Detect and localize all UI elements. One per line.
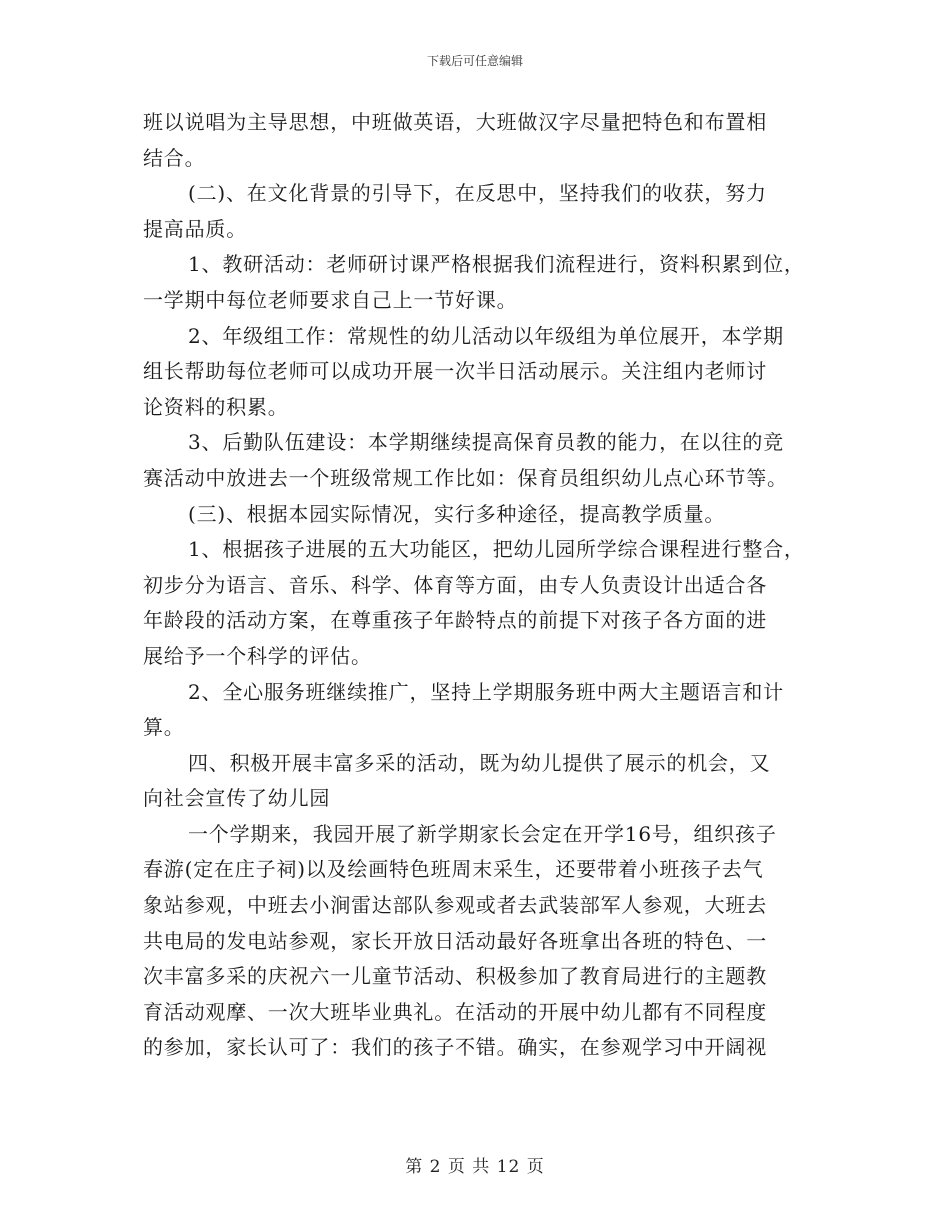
text-line: 的参加，家长认可了：我们的孩子不错。确实，在参观学习中开阔视 xyxy=(143,1035,767,1060)
text-line: (二)、在文化背景的引导下，在反思中，坚持我们的收获，努力 xyxy=(188,181,767,206)
text-line: 一个学期来，我园开展了新学期家长会定在开学16号，组织孩子 xyxy=(188,821,777,846)
text-line: 一学期中每位老师要求自己上一节好课。 xyxy=(143,287,518,312)
text-line: 组长帮助每位老师可以成功开展一次半日活动展示。关注组内老师讨 xyxy=(143,359,767,384)
text-line: 春游(定在庄子祠)以及绘画特色班周末采生，还要带着小班孩子去气 xyxy=(143,857,764,882)
text-line: 向社会宣传了幼儿园 xyxy=(143,786,331,811)
text-line: 展给予一个科学的评估。 xyxy=(143,643,372,668)
text-line: 次丰富多采的庆祝六一儿童节活动、积极参加了教育局进行的主题教 xyxy=(143,964,767,989)
document-body xyxy=(143,105,833,1066)
text-line: 赛活动中放进去一个班级常规工作比如：保育员组织幼儿点心环节等。 xyxy=(143,465,788,490)
text-line: 2、全心服务班继续推广，坚持上学期服务班中两大主题语言和计 xyxy=(188,679,784,704)
text-line: 象站参观，中班去小涧雷达部队参观或者去武装部军人参观，大班去 xyxy=(143,893,767,918)
page-header-note: 下载后可任意编辑 xyxy=(426,54,523,68)
text-line: 四、积极开展丰富多采的活动，既为幼儿提供了展示的机会，又 xyxy=(188,750,771,775)
page-number: 第 2 页 共 12 页 xyxy=(405,1157,545,1177)
text-line: 1、教研活动：老师研讨课严格根据我们流程进行，资料积累到位， xyxy=(188,252,805,277)
text-line: (三)、根据本园实际情况，实行多种途径，提高教学质量。 xyxy=(188,501,726,526)
text-line: 算。 xyxy=(143,715,185,740)
text-line: 年龄段的活动方案，在尊重孩子年龄特点的前提下对孩子各方面的进 xyxy=(143,608,767,633)
text-line: 2、年级组工作：常规性的幼儿活动以年级组为单位展开，本学期 xyxy=(188,323,784,348)
text-line: 3、后勤队伍建设：本学期继续提高保育员教的能力，在以往的竞 xyxy=(188,430,784,455)
text-line: 论资料的积累。 xyxy=(143,394,289,419)
text-line: 育活动观摩、一次大班毕业典礼。在活动的开展中幼儿都有不同程度 xyxy=(143,999,767,1024)
text-line: 共电局的发电站参观，家长开放日活动最好各班拿出各班的特色、一 xyxy=(143,928,767,953)
text-line: 初步分为语言、音乐、科学、体育等方面，由专人负责设计出适合各 xyxy=(143,572,767,597)
text-line: 1、根据孩子进展的五大功能区，把幼儿园所学综合课程进行整合， xyxy=(188,537,805,562)
text-line: 结合。 xyxy=(143,145,206,170)
text-line: 班以说唱为主导思想，中班做英语，大班做汉字尽量把特色和布置相 xyxy=(143,110,767,134)
text-line: 提高品质。 xyxy=(143,216,247,241)
